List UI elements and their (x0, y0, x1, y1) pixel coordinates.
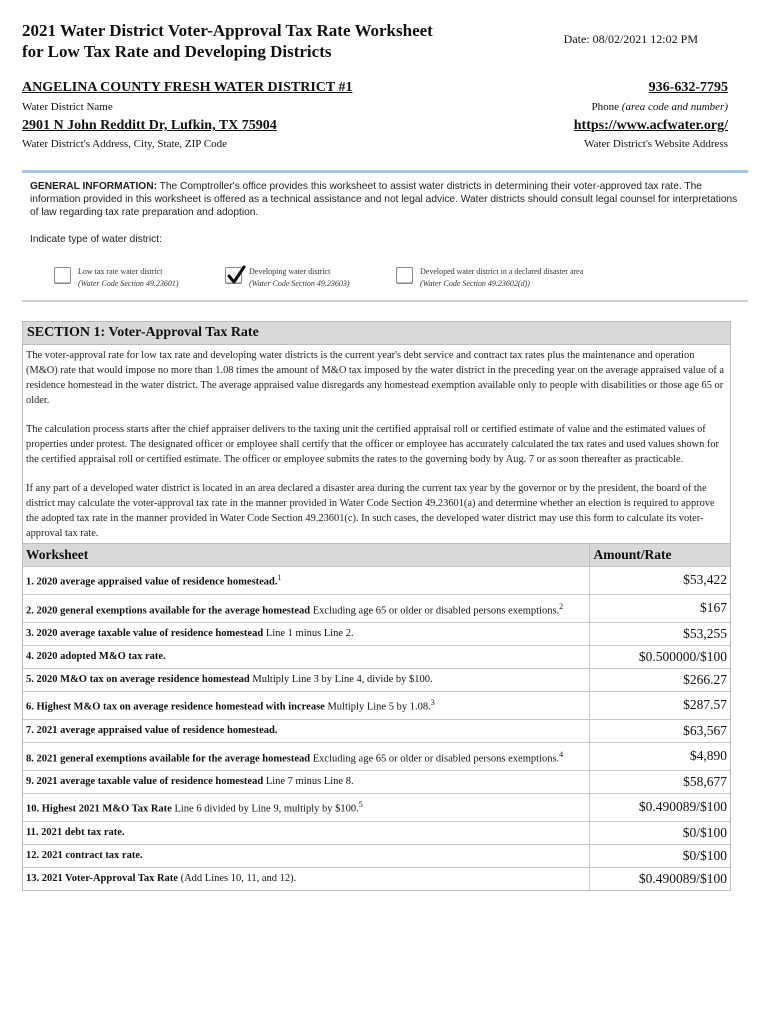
worksheet-amount[interactable]: $0/$100 (589, 844, 730, 867)
title-line-1: 2021 Water District Voter-Approval Tax Rate Worksheet (22, 21, 433, 40)
line-instruction: (Add Lines 10, 11, and 12). (177, 872, 297, 884)
line-title: 7. 2021 average appraised value of residence homestead. (26, 724, 278, 736)
worksheet-line-description (23, 821, 589, 844)
worksheet-row (23, 567, 730, 595)
line-title: 13. 2021 Voter-Approval Tax Rate (26, 872, 178, 884)
district-name-label: Water District Name (22, 101, 113, 113)
line-instruction: Line 7 minus Line 8. (263, 776, 354, 787)
worksheet-amount[interactable]: $4,890 (589, 742, 730, 771)
worksheet-table (23, 543, 730, 890)
footnote-marker: 1 (277, 573, 282, 582)
line-instruction: Excluding age 65 or older or disabled persons exemptions. (310, 753, 560, 764)
district-type-low-tax[interactable] (54, 266, 179, 290)
worksheet-line-description (23, 771, 589, 794)
website-label: Water District's Website Address (584, 138, 728, 150)
worksheet-amount[interactable]: $53,255 (589, 623, 730, 646)
developing-label: Developing water district (249, 267, 331, 276)
header-divider (22, 170, 748, 173)
worksheet-amount[interactable]: $0.490089/$100 (589, 794, 730, 822)
worksheet-line-description (23, 719, 589, 742)
general-info-text: The Comptroller's office provides this worksheet to assist water districts in determining their voter-approved tax rate. The information provided in this worksheet is offered as a technical assistance and not legal advice. Water districts should consult legal counsel for interpretations of law regarding tax rate preparation and adoption. (30, 181, 738, 218)
worksheet-line-description (23, 669, 589, 692)
district-phone: 936-632-7795 (648, 80, 728, 95)
line-title: 1. 2020 average appraised value of residence homestead. (26, 576, 278, 588)
line-title: 8. 2021 general exemptions available for the average homestead (26, 753, 311, 764)
line-title: 4. 2020 adopted M&O tax rate. (26, 651, 166, 662)
general-info-label: GENERAL INFORMATION: (30, 181, 157, 192)
section-1-paragraph: The voter-approval rate for low tax rate and developing water districts is the current year's debt service and contract tax rates plus the maintenance and operation (M&O) rate that would impose no more than 1.08 times the amount of M&O tax imposed by the water district in the preceding year on the average appraised value of a residence homestead in the water district. The average appraised value disregards any homestead exemption available only to people with disabilities or those age 65 or older. (26, 350, 724, 406)
phone-label: Phone (area code and number) (591, 101, 728, 113)
line-instruction: Line 6 divided by Line 9, multiply by $100. (171, 803, 359, 815)
worksheet-line-description (23, 567, 589, 595)
district-type-disaster[interactable] (396, 266, 583, 290)
disaster-label: Developed water district in a declared disaster area (420, 267, 584, 276)
section-1-paragraph: The calculation process starts after the chief appraiser delivers to the taxing unit the certified appraisal roll or certified estimate of value and the estimated values of properties under protest. The designated officer or employee shall certify that the officer or employee has accurately calculated the tax rates and used values shown for the certified appraisal roll or certified estimate. The officer or employee submits the rates to the governing body by Aug. 7 or as soon thereafter as practicable. (26, 424, 720, 465)
line-instruction: Excluding age 65 or older or disabled persons exemptions. (310, 605, 560, 616)
disaster-checkbox[interactable] (396, 267, 413, 284)
title-line-2: for Low Tax Rate and Developing Districts (22, 42, 332, 61)
checkmark-icon (225, 264, 247, 286)
worksheet-row (23, 623, 730, 646)
worksheet-row (23, 867, 730, 890)
worksheet-line-description (23, 594, 589, 623)
footnote-marker: 5 (358, 800, 363, 809)
worksheet-column-header: Worksheet (23, 544, 589, 567)
worksheet-title (22, 20, 492, 62)
worksheet-row (23, 844, 730, 867)
worksheet-amount[interactable]: $0.490089/$100 (589, 867, 730, 890)
district-address-row (22, 118, 728, 134)
line-title: 10. Highest 2021 M&O Tax Rate (26, 803, 172, 815)
line-title: 6. Highest M&O tax on average residence homestead with increase (26, 701, 325, 713)
line-instruction: Multiply Line 5 by 1.08. (324, 701, 431, 713)
worksheet-amount[interactable]: $58,677 (589, 771, 730, 794)
low-tax-code: (Water Code Section 49.23601) (78, 279, 179, 288)
line-instruction: Line 1 minus Line 2. (263, 628, 354, 639)
worksheet-row (23, 646, 730, 669)
worksheet-row (23, 594, 730, 623)
worksheet-row (23, 719, 730, 742)
worksheet-amount[interactable]: $53,422 (589, 567, 730, 595)
worksheet-amount[interactable]: $167 (589, 594, 730, 623)
district-address: 2901 N John Redditt Dr, Lufkin, TX 75904 (22, 118, 277, 133)
line-instruction: Multiply Line 3 by Line 4, divide by $100. (249, 674, 433, 685)
footnote-marker: 2 (559, 601, 564, 611)
line-title: 9. 2021 average taxable value of residence homestead (26, 776, 264, 787)
worksheet-amount[interactable]: $266.27 (589, 669, 730, 692)
section-divider (22, 300, 748, 302)
low-tax-label: Low tax rate water district (78, 267, 163, 276)
worksheet-date: Date: 08/02/2021 12:02 PM (563, 32, 698, 46)
worksheet-amount[interactable]: $0/$100 (589, 821, 730, 844)
amount-column-header: Amount/Rate (589, 544, 730, 567)
worksheet-header-row (23, 544, 730, 567)
worksheet-line-description (23, 742, 589, 771)
worksheet-row (23, 771, 730, 794)
district-name-row (22, 80, 728, 96)
section-1-title: SECTION 1: Voter-Approval Tax Rate (23, 322, 730, 345)
developing-code: (Water Code Section 49.23603) (249, 279, 350, 288)
section-1-body (23, 345, 730, 543)
worksheet-row (23, 692, 730, 720)
worksheet-row (23, 669, 730, 692)
worksheet-amount[interactable]: $287.57 (589, 692, 730, 720)
district-type-prompt: Indicate type of water district: (30, 234, 162, 245)
line-title: 12. 2021 contract tax rate. (26, 849, 143, 861)
worksheet-row (23, 821, 730, 844)
line-title: 11. 2021 debt tax rate. (26, 826, 125, 838)
worksheet-line-description (23, 623, 589, 646)
developing-checkbox[interactable] (225, 267, 242, 284)
address-label: Water District's Address, City, State, ZIP Code (22, 138, 227, 150)
section-1-paragraph: If any part of a developed water district is located in an area declared a disaster area during the current tax year by the governor or by the president, the board of the district may calculate the voter-approval tax rate in the manner provided in Water Code Section 49.23601(a) and determine whether an election is required to approve the adopted tax rate in the manner provided in Water Code Section 49.23601(c). In such cases, the developed water district may use this form to calculate its voter-approval tax rate. (26, 483, 715, 539)
worksheet-amount[interactable]: $0.500000/$100 (589, 646, 730, 669)
worksheet-line-description (23, 794, 589, 822)
line-title: 2. 2020 general exemptions available for the average homestead (26, 605, 311, 616)
worksheet-line-description (23, 867, 589, 890)
line-title: 5. 2020 M&O tax on average residence homestead (26, 674, 250, 685)
district-name: ANGELINA COUNTY FRESH WATER DISTRICT #1 (22, 80, 353, 95)
district-name-labels (22, 101, 728, 113)
footnote-marker: 4 (559, 749, 564, 759)
section-1 (22, 321, 731, 891)
district-address-labels (22, 138, 728, 150)
disaster-code: (Water Code Section 49.23602(d)) (420, 279, 530, 288)
district-type-developing[interactable] (225, 266, 350, 290)
worksheet-amount[interactable]: $63,567 (589, 719, 730, 742)
worksheet-line-description (23, 692, 589, 720)
worksheet-line-description (23, 844, 589, 867)
low-tax-checkbox[interactable] (54, 267, 71, 284)
general-information (30, 180, 740, 219)
worksheet-row (23, 794, 730, 822)
worksheet-row (23, 742, 730, 771)
district-website-link[interactable]: https://www.acfwater.org/ (573, 118, 728, 133)
line-title: 3. 2020 average taxable value of residence homestead (26, 628, 264, 639)
footnote-marker: 3 (430, 698, 435, 707)
worksheet-line-description (23, 646, 589, 669)
